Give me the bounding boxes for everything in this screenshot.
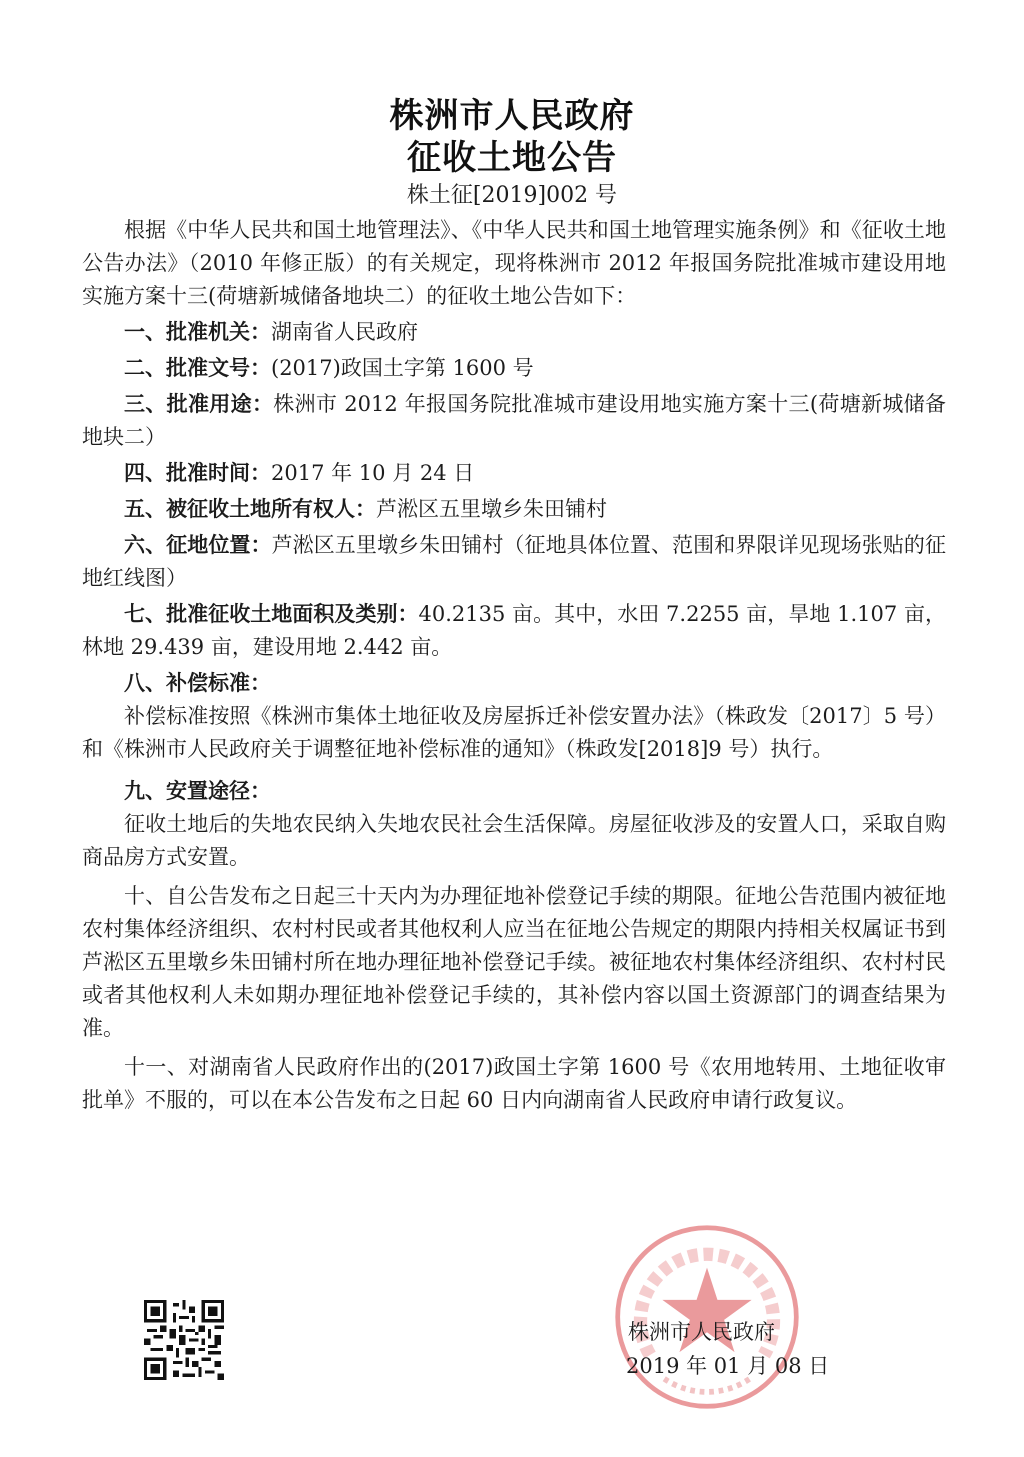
section8-heading bbox=[82, 667, 946, 700]
section8-label: 八、补偿标准： bbox=[124, 671, 271, 695]
item-approval-number bbox=[82, 352, 946, 385]
item-label: 六、征地位置： bbox=[124, 533, 272, 557]
item-approval-authority bbox=[82, 316, 946, 349]
item-approval-time bbox=[82, 457, 946, 490]
item-label: 四、批准时间： bbox=[124, 461, 271, 485]
section8-text: 补偿标准按照《株洲市集体土地征收及房屋拆迁补偿安置办法》（株政发〔2017〕5 号）和《株洲市人民政府关于调整征地补偿标准的通知》（株政发[2018]9 号）执行。 bbox=[82, 704, 946, 761]
item-value: (2017)政国土字第 1600 号 bbox=[271, 356, 534, 380]
item-value: 湖南省人民政府 bbox=[271, 320, 418, 344]
item-label: 一、批准机关： bbox=[124, 320, 271, 344]
item-label: 三、批准用途： bbox=[124, 392, 274, 416]
signature-date: 2019 年 01 月 08 日 bbox=[626, 1354, 830, 1378]
section9-text: 征收土地后的失地农民纳入失地农民社会生活保障。房屋征收涉及的安置人口，采取自购商品房方式安置。 bbox=[82, 812, 946, 869]
item-approval-purpose bbox=[82, 388, 946, 454]
qr-code-icon bbox=[144, 1300, 224, 1380]
item-land-area bbox=[82, 598, 946, 664]
item-land-location bbox=[82, 529, 946, 595]
item-value: 株洲市 2012 年报国务院批准城市建设用地实施方案十三(荷塘新城储备地块二） bbox=[82, 392, 947, 449]
item-label: 二、批准文号： bbox=[124, 356, 271, 380]
item-label: 五、被征收土地所有权人： bbox=[124, 497, 376, 521]
signature-org: 株洲市人民政府 bbox=[628, 1320, 775, 1344]
item-value: 2017 年 10 月 24 日 bbox=[271, 461, 475, 485]
section9-heading bbox=[82, 775, 946, 808]
section9-label: 九、安置途径： bbox=[124, 779, 271, 803]
item-land-owner bbox=[82, 493, 946, 526]
intro-paragraph: 根据《中华人民共和国土地管理法》、《中华人民共和国土地管理实施条例》和《征收土地公告办法》（2010 年修正版）的有关规定，现将株洲市 2012 年报国务院批准城市建设用地实施方案十三(荷塘新城储备地块二）的征收土地公告如下： bbox=[82, 218, 946, 308]
document-number: 株土征[2019]002 号 bbox=[406, 183, 618, 208]
page-title-line1: 株洲市人民政府 bbox=[389, 96, 635, 136]
item-value: 芦淞区五里墩乡朱田铺村（征地具体位置、范围和界限详见现场张贴的征地红线图） bbox=[82, 533, 947, 590]
page-title-line2: 征收土地公告 bbox=[407, 138, 617, 178]
section10-text: 十、自公告发布之日起三十天内为办理征地补偿登记手续的期限。征地公告范围内被征地农村集体经济组织、农村村民或者其他权利人应当在征地公告规定的期限内持相关权属证书到芦淞区五里墩乡朱田铺村所在地办理征地补偿登记手续。被征地农村集体经济组织、农村村民或者其他权利人未如期办理征地补偿登记手续的，其补偿内容以国土资源部门的调查结果为准。 bbox=[82, 884, 946, 1040]
item-value: 40.2135 亩。其中，水田 7.2255 亩，旱地 1.107 亩，林地 29.439 亩，建设用地 2.442 亩。 bbox=[82, 602, 946, 659]
item-label: 七、批准征收土地面积及类别： bbox=[124, 602, 419, 626]
section11-text: 十一、对湖南省人民政府作出的(2017)政国土字第 1600 号《农用地转用、土地征收审批单》不服的，可以在本公告发布之日起 60 日内向湖南省人民政府申请行政复议。 bbox=[82, 1055, 946, 1112]
item-value: 芦淞区五里墩乡朱田铺村 bbox=[376, 497, 607, 521]
document-body bbox=[82, 214, 946, 1117]
